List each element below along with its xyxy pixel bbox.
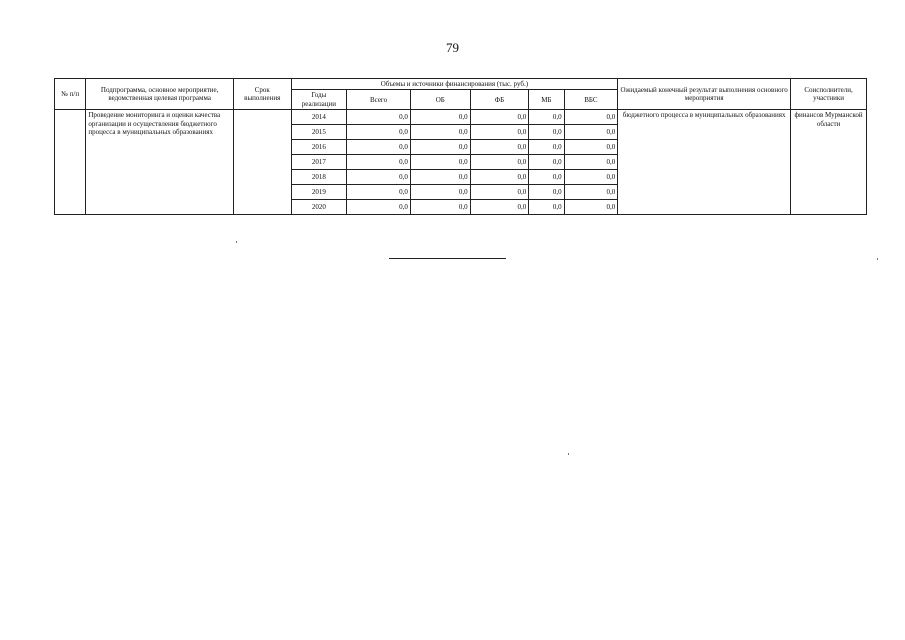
cell-subprogram: Проведение мониторинга и оценки качества организации и осуществления бюджетного процесса в муниципальных образованиях — [86, 110, 234, 215]
cell-ob: 0,0 — [410, 170, 470, 185]
cell-vbs: 0,0 — [564, 155, 618, 170]
cell-fb: 0,0 — [470, 185, 529, 200]
cell-term — [233, 110, 291, 215]
cell-mb: 0,0 — [529, 140, 564, 155]
header-num: № п/п — [55, 79, 86, 110]
cell-fb: 0,0 — [470, 140, 529, 155]
cell-year: 2017 — [291, 155, 347, 170]
header-ob: ОБ — [410, 90, 470, 110]
cell-ob: 0,0 — [410, 140, 470, 155]
scan-speck — [877, 258, 878, 260]
cell-executors: финансов Мурманской области — [791, 110, 867, 215]
cell-mb: 0,0 — [529, 110, 564, 125]
cell-year: 2014 — [291, 110, 347, 125]
cell-total: 0,0 — [347, 140, 411, 155]
header-mb: МБ — [529, 90, 564, 110]
page-number: 79 — [446, 40, 459, 55]
cell-fb: 0,0 — [470, 200, 529, 215]
header-years: Годы реализации — [291, 90, 347, 110]
cell-mb: 0,0 — [529, 185, 564, 200]
financing-table — [54, 78, 867, 215]
cell-mb: 0,0 — [529, 125, 564, 140]
header-fb: ФБ — [470, 90, 529, 110]
cell-ob: 0,0 — [410, 125, 470, 140]
header-total: Всего — [347, 90, 411, 110]
header-vbs: ВБС — [564, 90, 618, 110]
cell-result: бюджетного процесса в муниципальных образованиях — [618, 110, 791, 215]
header-term: Срок выполнения — [233, 79, 291, 110]
cell-vbs: 0,0 — [564, 140, 618, 155]
cell-total: 0,0 — [347, 125, 411, 140]
cell-total: 0,0 — [347, 155, 411, 170]
scan-speck — [236, 241, 237, 243]
cell-mb: 0,0 — [529, 170, 564, 185]
scan-speck — [568, 453, 569, 455]
cell-year: 2019 — [291, 185, 347, 200]
cell-total: 0,0 — [347, 200, 411, 215]
header-row-1 — [55, 79, 867, 90]
header-executors: Соисполнители, участники — [791, 79, 867, 110]
header-subprogram: Подпрограмма, основное мероприятие, ведомственная целевая программа — [86, 79, 234, 110]
cell-year: 2020 — [291, 200, 347, 215]
cell-vbs: 0,0 — [564, 110, 618, 125]
cell-year: 2015 — [291, 125, 347, 140]
header-financing: Объемы и источники финансирования (тыс. руб.) — [291, 79, 618, 90]
cell-mb: 0,0 — [529, 155, 564, 170]
cell-vbs: 0,0 — [564, 200, 618, 215]
cell-ob: 0,0 — [410, 110, 470, 125]
cell-vbs: 0,0 — [564, 185, 618, 200]
table-row — [55, 110, 867, 125]
cell-vbs: 0,0 — [564, 170, 618, 185]
cell-year: 2016 — [291, 140, 347, 155]
separator-line — [389, 258, 506, 259]
cell-total: 0,0 — [347, 170, 411, 185]
cell-fb: 0,0 — [470, 110, 529, 125]
cell-ob: 0,0 — [410, 185, 470, 200]
cell-fb: 0,0 — [470, 155, 529, 170]
cell-year: 2018 — [291, 170, 347, 185]
cell-fb: 0,0 — [470, 170, 529, 185]
cell-total: 0,0 — [347, 185, 411, 200]
cell-ob: 0,0 — [410, 155, 470, 170]
cell-num — [55, 110, 86, 215]
header-result: Ожидаемый конечный результат выполнения основного мероприятия — [618, 79, 791, 110]
cell-ob: 0,0 — [410, 200, 470, 215]
cell-mb: 0,0 — [529, 200, 564, 215]
cell-fb: 0,0 — [470, 125, 529, 140]
cell-total: 0,0 — [347, 110, 411, 125]
cell-vbs: 0,0 — [564, 125, 618, 140]
